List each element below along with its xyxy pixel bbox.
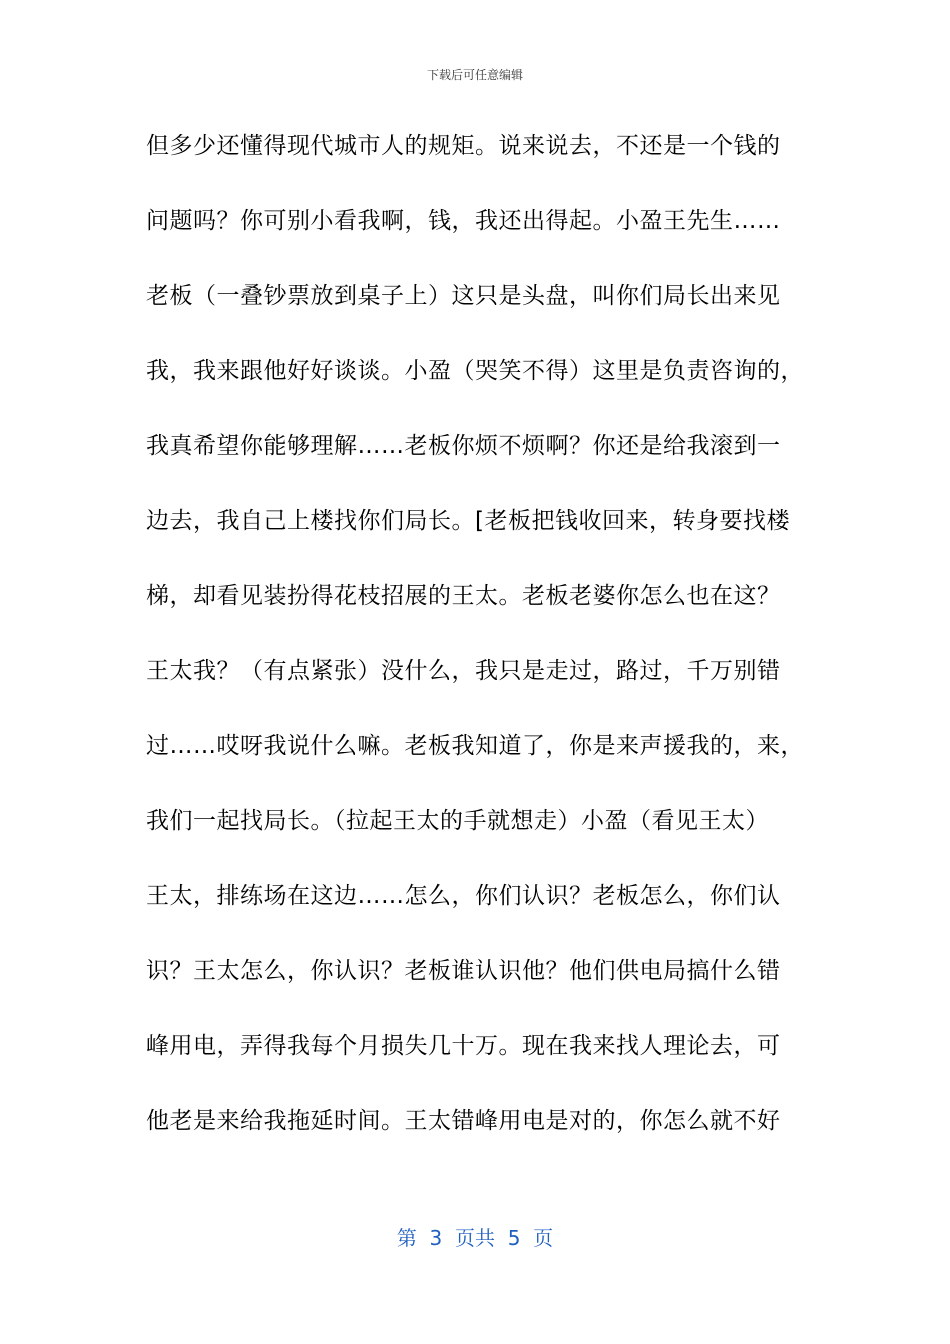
- text-line: 我，我来跟他好好谈谈。小盈（哭笑不得）这里是负责咨询的，: [146, 358, 804, 384]
- text-line: 但多少还懂得现代城市人的规矩。说来说去，不还是一个钱的: [146, 133, 781, 159]
- text-line: 梯，却看见装扮得花枝招展的王太。老板老婆你怎么也在这？: [146, 583, 781, 609]
- page-header-note: 下载后可任意编辑: [426, 68, 523, 82]
- text-line: 王太，排练场在这边……怎么，你们认识？老板怎么，你们认: [146, 883, 781, 909]
- text-line: 峰用电，弄得我每个月损失几十万。现在我来找人理论去，可: [146, 1033, 781, 1059]
- text-line: 边去，我自己上楼找你们局长。[老板把钱收回来，转身要找楼: [146, 508, 790, 534]
- document-body: [146, 126, 826, 1176]
- page-number: 第 3 页共 5 页: [396, 1226, 554, 1250]
- text-line: 我们一起找局长。（拉起王太的手就想走）小盈（看见王太）: [146, 808, 769, 834]
- text-line: 老板（一叠钞票放到桌子上）这只是头盘，叫你们局长出来见: [146, 283, 781, 309]
- text-line: 我真希望你能够理解……老板你烦不烦啊？你还是给我滚到一: [146, 433, 781, 459]
- text-line: 他老是来给我拖延时间。王太错峰用电是对的，你怎么就不好: [146, 1108, 781, 1134]
- text-line: 识？王太怎么，你认识？老板谁认识他？他们供电局搞什么错: [146, 958, 781, 984]
- text-line: 王太我？（有点紧张）没什么，我只是走过，路过，千万别错: [146, 658, 781, 684]
- text-line: 过……哎呀我说什么嘛。老板我知道了，你是来声援我的，来，: [146, 733, 804, 759]
- text-line: 问题吗？你可别小看我啊，钱，我还出得起。小盈王先生……: [146, 208, 781, 234]
